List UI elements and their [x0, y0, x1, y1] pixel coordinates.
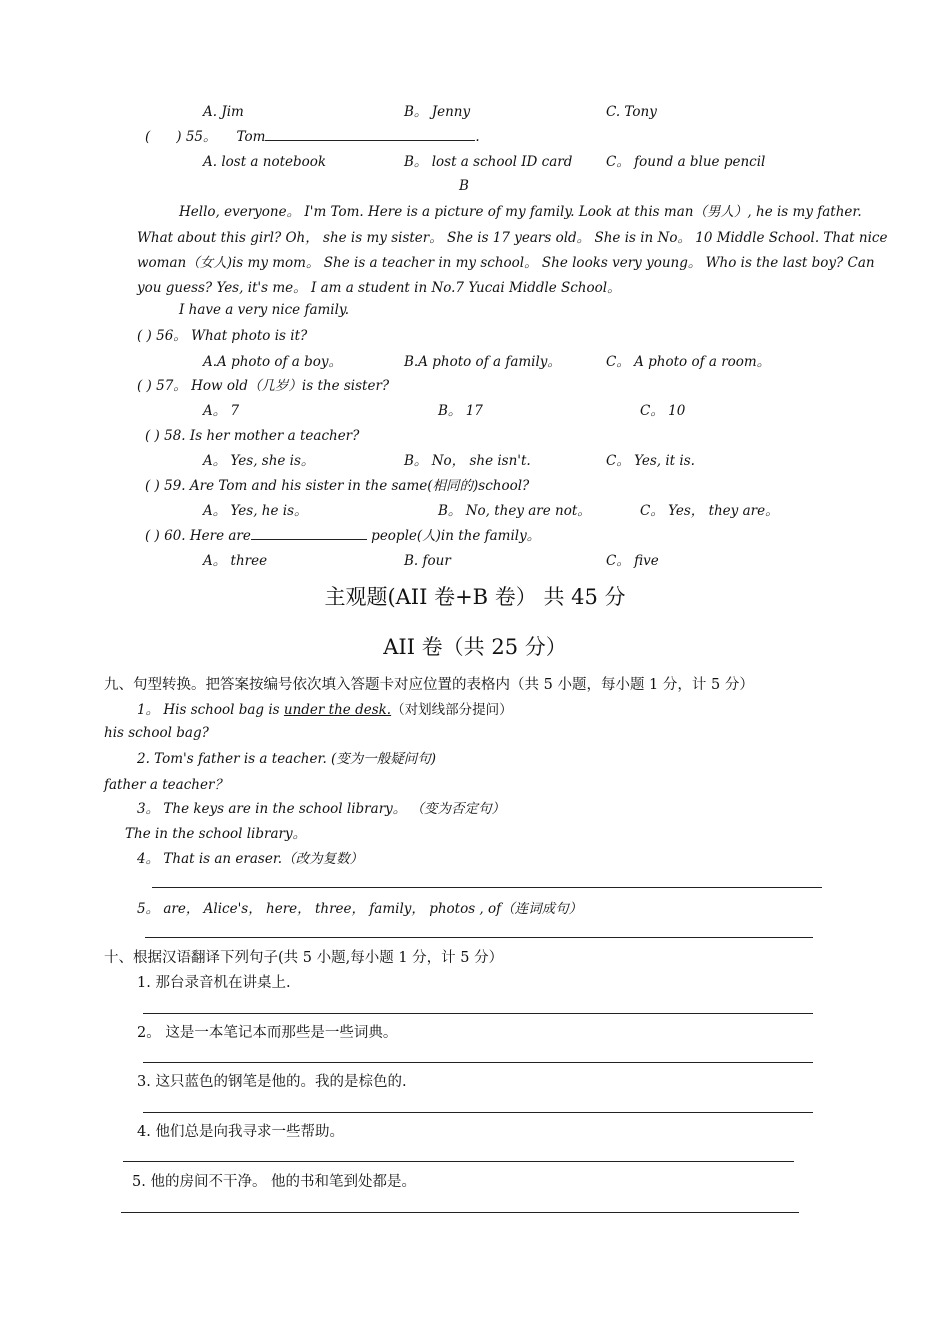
- q57-option-c: C。 10: [640, 403, 686, 419]
- s9-q2: 2. Tom's father is a teacher. (变为一般疑问句): [137, 751, 437, 767]
- passage-b-heading: B: [459, 178, 469, 194]
- q60-option-b: B. four: [404, 553, 451, 569]
- section10-title: 十、根据汉语翻译下列句子(共 5 小题,每小题 1 分，计 5 分）: [104, 950, 504, 966]
- q60-option-c: C。 five: [606, 553, 659, 569]
- q59-question: ( ) 59. Are Tom and his sister in the same(相同的)school?: [145, 478, 530, 494]
- q57-option-a: A。 7: [203, 403, 240, 419]
- q57-option-b: B。 17: [438, 403, 483, 419]
- q55-blank[interactable]: [265, 140, 475, 141]
- q55-end: .: [475, 129, 480, 145]
- s9-q3-answer-line: The in the school library。: [125, 826, 307, 842]
- s9-q1: [137, 701, 513, 719]
- q56-option-b: B.A photo of a family。: [404, 354, 561, 370]
- s10-q1: 1. 那台录音机在讲桌上.: [137, 975, 291, 991]
- q56-question: ( ) 56。 What photo is it?: [137, 328, 308, 344]
- q60-question: [145, 527, 540, 545]
- s10-q5: 5. 他的房间不干净。 他的书和笔到处都是。: [132, 1174, 417, 1190]
- q55-stem: Tom: [236, 129, 266, 145]
- q60-option-a: A。 three: [203, 553, 268, 569]
- q60-blank[interactable]: [251, 539, 367, 540]
- s9-q4-answer-blank[interactable]: [152, 887, 822, 888]
- q56-option-a: A.A photo of a boy。: [203, 354, 343, 370]
- s9-q2-answer-line: father a teacher？: [104, 777, 228, 793]
- s9-q3: 3。 The keys are in the school library。 （变为否定句）: [137, 801, 506, 817]
- q58-option-a: A。 Yes, she is。: [203, 453, 315, 469]
- passage-line-3: woman（女人)is my mom。 She is a teacher in my school。 She looks very young。 Who is the last boy? Can: [137, 255, 875, 271]
- q59-option-a: A。 Yes, he is。: [203, 503, 308, 519]
- q58-option-b: B。 No， she isn't.: [404, 453, 531, 469]
- q54-option-a: A. Jim: [203, 104, 244, 120]
- s9-q1-answer-line: his school bag?: [104, 725, 209, 741]
- passage-line-2: What about this girl? Oh， she is my sister。 She is 17 years old。 She is in No。 10 Middle School. That nice: [137, 230, 888, 246]
- q54-option-b: B。 Jenny: [404, 104, 471, 120]
- s9-q5-answer-blank[interactable]: [145, 937, 813, 938]
- q55-question: [145, 128, 480, 146]
- s10-q1-answer-blank[interactable]: [143, 1013, 813, 1014]
- s10-q3: 3. 这只蓝色的钢笔是他的。我的是棕色的.: [137, 1074, 407, 1090]
- q55-option-c: C。 found a blue pencil: [606, 154, 766, 170]
- s10-q3-answer-blank[interactable]: [143, 1112, 813, 1113]
- q55-option-b: B。 lost a school ID card: [404, 154, 573, 170]
- q56-option-c: C。 A photo of a room。: [606, 354, 771, 370]
- passage-line-5: I have a very nice family.: [179, 302, 350, 318]
- s9-q1-stem: 1。 His school bag is: [137, 702, 284, 718]
- q59-option-b: B。 No, they are not。: [438, 503, 591, 519]
- q54-option-c: C. Tony: [606, 104, 657, 120]
- s10-q5-answer-blank[interactable]: [121, 1212, 799, 1213]
- q58-option-c: C。 Yes, it is.: [606, 453, 695, 469]
- passage-line-1: Hello, everyone。 I'm Tom. Here is a picture of my family. Look at this man（男人）, he is my father.: [179, 204, 862, 220]
- q55-number: ) 55。: [176, 129, 217, 145]
- s9-q4: 4。 That is an eraser.（改为复数）: [137, 851, 364, 867]
- q57-question: ( ) 57。 How old（几岁）is the sister?: [137, 378, 390, 394]
- q55-option-a: A. lost a notebook: [203, 154, 327, 170]
- s10-q2-answer-blank[interactable]: [143, 1062, 813, 1063]
- s9-q1-underlined: under the desk.: [283, 702, 392, 718]
- q58-question: ( ) 58. Is her mother a teacher?: [145, 428, 360, 444]
- q55-bracket: (: [145, 129, 151, 145]
- s9-q5: 5。 are， Alice's， here， three， family， photos , of（连词成句）: [137, 901, 583, 917]
- q60-stem-end: people(人)in the family。: [371, 528, 541, 544]
- q60-stem: ( ) 60. Here are: [145, 528, 251, 544]
- s9-q1-instruction: （对划线部分提问）: [391, 702, 513, 718]
- s10-q4-answer-blank[interactable]: [123, 1161, 794, 1162]
- passage-line-4: you guess? Yes, it's me。 I am a student in No.7 Yucai Middle School。: [137, 280, 621, 296]
- q59-option-c: C。 Yes， they are。: [640, 503, 779, 519]
- s10-q2: 2。 这是一本笔记本而那些是一些词典。: [137, 1025, 398, 1041]
- section9-title: 九、句型转换。把答案按编号依次填入答题卡对应位置的表格内（共 5 小题，每小题 1 分，计 5 分）: [104, 677, 754, 693]
- s10-q4: 4. 他们总是向我寻求一些帮助。: [137, 1124, 344, 1140]
- sub-heading: AII 卷（共 25 分）: [383, 635, 567, 659]
- main-heading: 主观题(AII 卷+B 卷） 共 45 分: [324, 585, 626, 609]
